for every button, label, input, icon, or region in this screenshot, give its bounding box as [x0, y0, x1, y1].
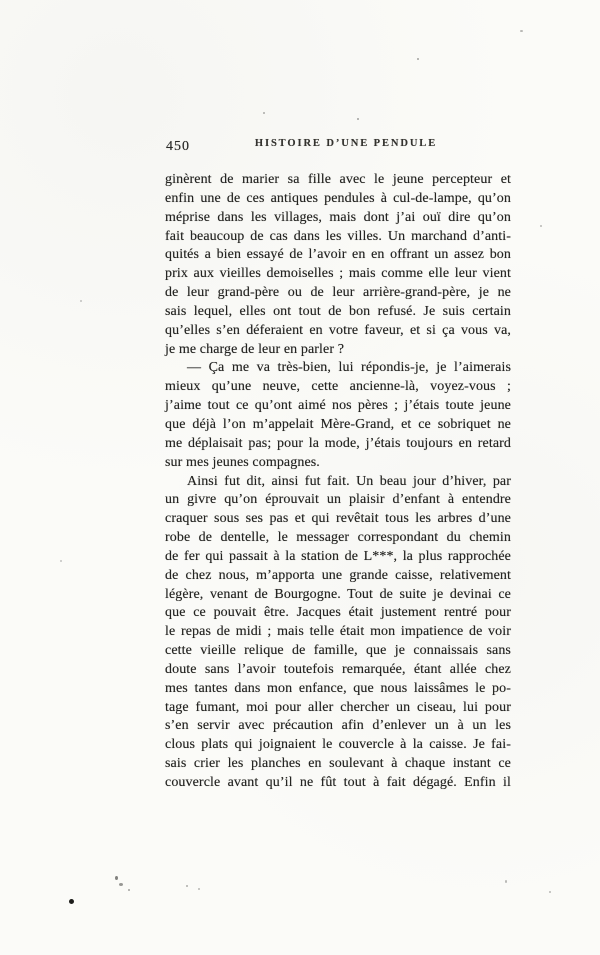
- text-line: cette vieille relique de famille, que je connaissais sans: [165, 643, 511, 659]
- text-line: clous plats qui joignaient le couvercle à la caisse. Je fai-: [165, 737, 511, 753]
- text-line: qu’elles s’en déferaient en votre faveur, et si ça vous va,: [165, 322, 511, 338]
- text-line: doute sans l’avoir toutefois remarquée, étant allée chez: [165, 661, 511, 677]
- scan-speck: [540, 225, 542, 227]
- text-line: tage fumant, moi pour aller chercher un ciseau, lui pour: [165, 699, 511, 715]
- text-line: me déplaisait pas; pour la mode, j’étais toujours en retard: [165, 435, 511, 451]
- text-line: enfin une de ces antiques pendules à cul-de-lampe, qu’on: [165, 190, 511, 206]
- text-line: — Ça me va très-bien, lui répondis-je, je l’aimerais: [187, 360, 511, 376]
- text-line: que ce pouvait être. Jacques était justement rentré pour: [165, 605, 511, 621]
- text-line: sur mes jeunes compagnes.: [165, 454, 320, 470]
- text-line: couvercle avant qu’il ne fût tout à fait dégagé. Enfin il: [165, 775, 511, 790]
- text-line: le repas de midi ; mais telle était mon impatience de voir: [165, 624, 511, 640]
- scan-speck: [198, 888, 200, 890]
- text-line: que déjà l’on m’appelait Mère-Grand, et ce sobriquet ne: [165, 416, 511, 432]
- text-line: craquer sous ses pas et qui revêtait tous les arbres d’une: [165, 511, 511, 527]
- scan-speck: [549, 891, 551, 893]
- scan-speck: [263, 112, 265, 114]
- scan-speck: [69, 899, 74, 904]
- text-line: fait beaucoup de cas dans les villes. Un marchand d’anti-: [165, 228, 511, 244]
- text-line: mes tantes dans mon enfance, que nous laissâmes le po-: [165, 680, 511, 696]
- text-line: méprise dans les villages, mais dont j’ai ouï dire qu’on: [165, 209, 511, 225]
- text-line: je me charge de leur en parler ?: [165, 341, 345, 357]
- page-header: [165, 138, 511, 154]
- scan-speck: [357, 118, 359, 120]
- scan-speck: [119, 883, 123, 886]
- text-line: s’en servir avec précaution afin d’enlever un à un les: [165, 718, 511, 734]
- text-line: légère, venant de Bourgogne. Tout de suite je devinai ce: [165, 586, 511, 602]
- text-block: [165, 171, 511, 793]
- page-number: 450: [166, 139, 190, 154]
- text-line: sais lequel, elles ont tout de bon refusé. Je suis certain: [165, 303, 511, 319]
- text-line: sais crier les planches en soulevant à chaque instant ce: [165, 756, 511, 772]
- scan-speck: [128, 889, 130, 891]
- text-line: de leur grand-père ou de leur arrière-grand-père, je ne: [165, 285, 511, 301]
- text-line: un givre qu’on éprouvait un plaisir d’enfant à entendre: [165, 492, 511, 508]
- scan-speck: [115, 876, 118, 880]
- text-line: Ainsi fut dit, ainsi fut fait. Un beau jour d’hiver, par: [187, 473, 511, 489]
- text-line: de chez nous, m’apporta une grande caisse, relativement: [165, 567, 511, 583]
- scan-speck: [186, 885, 188, 887]
- text-line: quités a bien essayé de l’avoir en en offrant un assez bon: [165, 247, 511, 263]
- scan-speck: [60, 560, 62, 562]
- text-line: j’aime tout ce qu’ont aimé nos pères ; j’étais toute jeune: [165, 398, 511, 414]
- running-title: HISTOIRE D’UNE PENDULE: [254, 138, 438, 149]
- scan-speck: [520, 30, 523, 32]
- text-line: ginèrent de marier sa fille avec le jeune percepteur et: [165, 172, 511, 187]
- scan-speck: [417, 58, 419, 60]
- scan-speck: [505, 880, 507, 883]
- scan-speck: [80, 300, 82, 302]
- text-line: robe de dentelle, le messager correspondant du chemin: [165, 530, 511, 546]
- text-line: prix aux vieilles demoiselles ; mais comme elle leur vient: [165, 266, 511, 282]
- text-line: mieux qu’une neuve, cette ancienne-là, voyez-vous ;: [165, 379, 511, 395]
- text-line: de fer qui passait à la station de L***, la plus rapprochée: [165, 548, 511, 564]
